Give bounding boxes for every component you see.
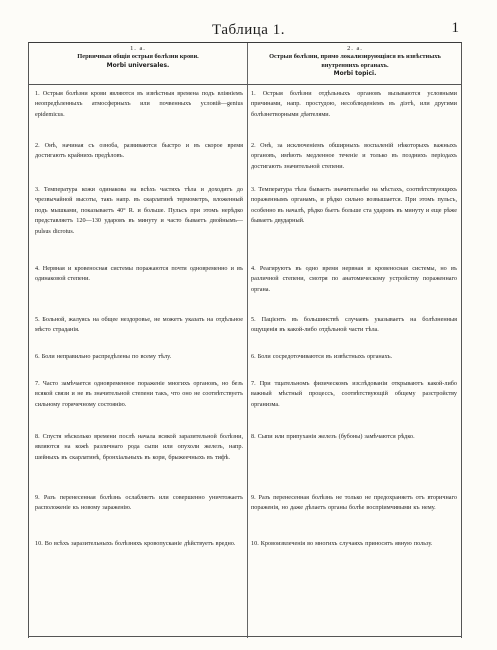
row-right-cell: 9. Разъ перенесенная болѣзнь не только не предохраняетъ отъ вторичнаго пораженія, но даже дѣлаетъ органы болѣе воспріимчивыми къ нему. [251, 494, 457, 512]
row-right-cell: 2. Онѣ, за исключеніемъ обширныхъ воспаленій нѣкоторыхъ важныхъ органовъ, имѣютъ медленное теченіе и только въ позднихъ періодахъ достигаютъ значительной степени. [251, 142, 457, 170]
row-left-cell: 10. Во всѣхъ заразительныхъ болѣзняхъ кровопусканіе дѣйствуетъ вредно. [35, 540, 236, 547]
row-left-cell: 5. Больной, жалуясь на общее нездоровье, не можетъ указать на отдѣльное мѣсто страданія. [35, 316, 243, 334]
header-right-number: 2. a. [347, 45, 363, 52]
header-left-number: 1. a. [130, 45, 146, 52]
header-left-title: Первичныя общія острыя болѣзни крови. [77, 53, 199, 61]
header-right-title: Острыя болѣзни, прямо локализирующіяся въ извѣстныхъ внутреннихъ органахъ. [269, 53, 441, 69]
row-left-cell: 7. Часто замѣчается одновременное пораженіе многихъ органовъ, но безъ всякой связи и не въ значительной степени такъ, что оно не соотвѣтствуетъ сильному горячечному состоянію. [35, 380, 243, 408]
row-left-cell: 9. Разъ перенесенная болѣзнь ослабляетъ или совершенно уничтожаетъ расположеніе къ новому зараженію. [35, 494, 243, 512]
page-number: 1 [451, 20, 459, 36]
row-right-cell: 1. Острыя болѣзни отдѣльныхъ органовъ вызываются условными причинами, напр. простудою, несоблюденіемъ въ діэтѣ, или другими болѣзнетворными дѣятелями. [251, 90, 457, 118]
header-right-latin: Morbi topici. [333, 70, 377, 78]
row-left-cell: 3. Температура кожи одинакова на всѣхъ частяхъ тѣла и доходитъ до чрезвычайной высоты, такъ напр. въ скарлатинѣ термометръ, вложенный подъ мышками, показываетъ 40° R. и больше. Пульсъ при этомъ нерѣдко представляетъ 120—130 ударовъ въ минуту и часто бываетъ двойнымъ—pulsus dicrotus. [35, 186, 243, 235]
row-right-cell: 10. Кровоизвлеченія во многихъ случаяхъ приносятъ явную пользу. [251, 540, 433, 547]
row-right-cell: 4. Реагируютъ въ одно время нервная и кровеносная системы, но въ различной степени, смотря по анатомическому устройству пораженнаго органа. [251, 265, 457, 293]
row-left-cell: 1. Острыя болѣзни крови являются въ извѣстныя времена подъ вліяніемъ неопредѣленныхъ атмосферныхъ или почвенныхъ условій—genius epidemicus. [35, 90, 243, 118]
row-right-cell: 5. Пацієнтъ въ большинствѣ случаевъ указываетъ на болѣзненныя ощущенія въ какой-либо отдѣльной части тѣла. [251, 316, 457, 334]
row-right-cell: 8. Сыпи или припуханія железъ (бубоны) замѣчаются рѣдко. [251, 433, 415, 440]
header-left [33, 45, 243, 70]
row-left-cell: 8. Спустя нѣсколько времени послѣ начала всякой заразительной болѣзни, являются на кожѣ различнаго рода сыпи или опухоли железъ, напр. шейныхъ въ скарлатинѣ, бронхіальныхъ въ кори, брыжеечныхъ въ тифѣ. [35, 433, 243, 461]
table-title: Таблица 1. [212, 22, 285, 38]
row-left-cell: 4. Нервная и кровеносная системы поражаются почти одновременно и въ одинаковой степени. [35, 265, 243, 283]
comparison-table [28, 42, 462, 638]
row-right-cell: 7. При тщательномъ физическомъ изслѣдованіи открываютъ какой-либо важный мѣстный процессъ, соотвѣтствующій общему разстройству организма. [251, 380, 457, 408]
column-divider [247, 43, 248, 638]
row-right-cell: 3. Температура тѣла бываетъ значительнѣе на мѣстахъ, соотвѣтствующихъ пораженнымъ органамъ, и рѣдко сильно возвышается. При этомъ пульсъ, особенно въ началѣ, рѣдко бьетъ больше ста ударовъ въ минуту и еще рѣже бываетъ двударный. [251, 186, 457, 225]
table-bottom-border [28, 636, 462, 637]
row-left-cell: 6. Боли неправильно распредѣлены по всему тѣлу. [35, 353, 172, 360]
row-right-cell: 6. Боли сосредоточиваются въ извѣстныхъ органахъ. [251, 353, 393, 360]
row-left-cell: 2. Онѣ, начиная съ озноба, развиваются быстро и въ скорое время достигаютъ крайнихъ предѣловъ. [35, 142, 243, 160]
table-header [29, 43, 461, 85]
header-left-latin: Morbi universales. [106, 61, 170, 69]
header-right [251, 45, 459, 79]
